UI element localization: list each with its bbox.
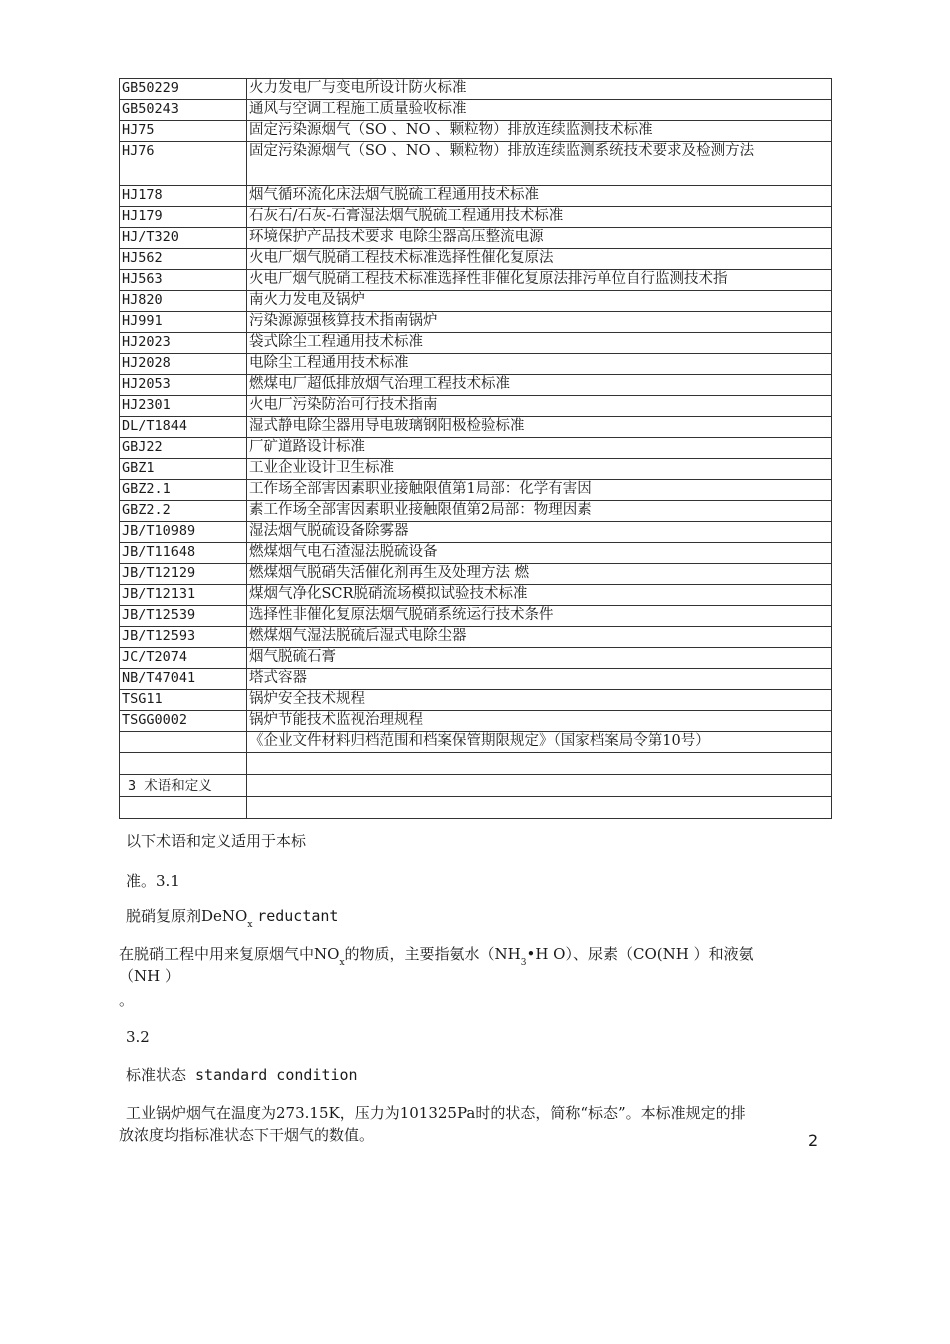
def-1-line-2: （NH ） xyxy=(119,967,180,985)
subscript-x: x xyxy=(339,958,345,968)
standard-code: HJ179 xyxy=(120,207,247,228)
standard-name: 烟气循环流化床法烟气脱硫工程通用技术标准 xyxy=(247,186,832,207)
standard-name: 烟气脱硫石膏 xyxy=(247,648,832,669)
standard-name: 通风与空调工程施工质量验收标准 xyxy=(247,100,832,121)
table-row xyxy=(120,690,832,711)
page-number: 2 xyxy=(808,1131,819,1150)
table-row xyxy=(120,627,832,648)
standard-name: 固定污染源烟气（SO 、NO 、颗粒物）排放连续监测技术标准 xyxy=(247,121,832,142)
table-row xyxy=(120,375,832,396)
def-1-end: 。 xyxy=(119,991,135,1009)
standard-code: GBZ1 xyxy=(120,459,247,480)
table-row xyxy=(120,438,832,459)
standard-name: 锅炉节能技术监视治理规程 xyxy=(247,711,832,732)
standard-name: 选择性非催化复原法烟气脱硝系统运行技术条件 xyxy=(247,606,832,627)
standard-name: 袋式除尘工程通用技术标准 xyxy=(247,333,832,354)
table-row xyxy=(120,606,832,627)
table-row xyxy=(120,585,832,606)
standard-code: NB/T47041 xyxy=(120,669,247,690)
table-row xyxy=(120,480,832,501)
standard-name: 石灰石/石灰-石膏湿法烟气脱硫工程通用技术标准 xyxy=(247,207,832,228)
table-row xyxy=(120,333,832,354)
standard-name: 湿法烟气脱硫设备除雾器 xyxy=(247,522,832,543)
standard-code: HJ820 xyxy=(120,291,247,312)
standard-name: 燃煤电厂超低排放烟气治理工程技术标准 xyxy=(247,375,832,396)
normative-references-table xyxy=(119,78,832,819)
table-row xyxy=(120,186,832,207)
term-2-number: 3.2 xyxy=(126,1028,150,1046)
term-2-title: 标准状态 standard condition xyxy=(126,1066,358,1084)
standard-name: 燃煤烟气电石渣湿法脱硫设备 xyxy=(247,543,832,564)
table-row xyxy=(120,543,832,564)
standard-name: 火电厂烟气脱硝工程技术标准选择性非催化复原法排污单位自行监测技术指 xyxy=(247,270,832,291)
intro-line-2: 准。3.1 xyxy=(126,872,180,890)
standard-name: 《企业文件材料归档范围和档案保管期限规定》（国家档案局令第10号） xyxy=(247,732,832,753)
section-heading: 3 术语和定义 xyxy=(120,775,247,797)
standard-name: 厂矿道路设计标准 xyxy=(247,438,832,459)
standard-code: HJ2053 xyxy=(120,375,247,396)
table-row xyxy=(120,522,832,543)
standard-code: HJ562 xyxy=(120,249,247,270)
standard-name: 固定污染源烟气（SO 、NO 、颗粒物）排放连续监测系统技术要求及检测方法 xyxy=(247,142,832,186)
standard-code: GB50229 xyxy=(120,79,247,100)
table-row xyxy=(120,291,832,312)
table-row xyxy=(120,100,832,121)
table-row xyxy=(120,732,832,753)
table-row xyxy=(120,396,832,417)
table-row xyxy=(120,207,832,228)
standard-name: 火力发电厂与变电所设计防火标准 xyxy=(247,79,832,100)
standard-code: JB/T12131 xyxy=(120,585,247,606)
intro-line-1: 以下术语和定义适用于本标 xyxy=(126,832,307,850)
table-row xyxy=(120,228,832,249)
def-1-part-b: 的物质，主要指氨水（NH xyxy=(344,945,521,963)
standard-name: 燃煤烟气湿法脱硫后湿式电除尘器 xyxy=(247,627,832,648)
standard-code: HJ/T320 xyxy=(120,228,247,249)
table-row xyxy=(120,354,832,375)
standard-name: 素工作场全部害因素职业接触限值第2局部：物理因素 xyxy=(247,501,832,522)
def-1-part-a: 在脱硝工程中用来复原烟气中NO xyxy=(119,945,340,963)
table-row xyxy=(120,797,832,819)
table-row xyxy=(120,648,832,669)
standard-name: 污染源源强核算技术指南锅炉 xyxy=(247,312,832,333)
standard-code: GBJ22 xyxy=(120,438,247,459)
standard-code: JB/T10989 xyxy=(120,522,247,543)
table-row xyxy=(120,270,832,291)
table-row xyxy=(120,753,832,775)
standard-name: 湿式静电除尘器用导电玻璃钢阳极检验标准 xyxy=(247,417,832,438)
table-row xyxy=(120,79,832,100)
table-row xyxy=(120,669,832,690)
standard-name: 燃煤烟气脱硝失活催化剂再生及处理方法 燃 xyxy=(247,564,832,585)
standard-code: JB/T11648 xyxy=(120,543,247,564)
standard-code: JB/T12539 xyxy=(120,606,247,627)
standard-code: HJ76 xyxy=(120,142,247,186)
term-1-title xyxy=(126,906,338,929)
standard-name: 工业企业设计卫生标准 xyxy=(247,459,832,480)
standard-code: JC/T2074 xyxy=(120,648,247,669)
standard-code: GB50243 xyxy=(120,100,247,121)
standard-name: 南火力发电及锅炉 xyxy=(247,291,832,312)
standard-name: 电除尘工程通用技术标准 xyxy=(247,354,832,375)
definition-2-line-2: 放浓度均指标准状态下干烟气的数值。 xyxy=(119,1126,375,1144)
table-row xyxy=(120,564,832,585)
standard-code: GBZ2.2 xyxy=(120,501,247,522)
table-row xyxy=(120,711,832,732)
standard-name: 煤烟气净化SCR脱硝流场模拟试验技术标准 xyxy=(247,585,832,606)
table-row xyxy=(120,501,832,522)
standard-code: HJ2028 xyxy=(120,354,247,375)
standard-code xyxy=(120,732,247,753)
standard-code: HJ178 xyxy=(120,186,247,207)
standard-code: HJ991 xyxy=(120,312,247,333)
subscript-x: x xyxy=(247,920,253,930)
standard-code: TSGG0002 xyxy=(120,711,247,732)
standard-name: 工作场全部害因素职业接触限值第1局部：化学有害因 xyxy=(247,480,832,501)
standard-name: 火电厂烟气脱硝工程技术标准选择性催化复原法 xyxy=(247,249,832,270)
table-row xyxy=(120,417,832,438)
table-row xyxy=(120,142,832,186)
table-row xyxy=(120,121,832,142)
table-row xyxy=(120,312,832,333)
standard-code: JB/T12593 xyxy=(120,627,247,648)
standard-name: 锅炉安全技术规程 xyxy=(247,690,832,711)
standard-code: HJ75 xyxy=(120,121,247,142)
standard-code: DL/T1844 xyxy=(120,417,247,438)
table-row xyxy=(120,459,832,480)
standard-code: JB/T12129 xyxy=(120,564,247,585)
standard-name: 火电厂污染防治可行技术指南 xyxy=(247,396,832,417)
standard-code: HJ2023 xyxy=(120,333,247,354)
table-row xyxy=(120,775,832,797)
standard-code: GBZ2.1 xyxy=(120,480,247,501)
standard-name: 环境保护产品技术要求 电除尘器高压整流电源 xyxy=(247,228,832,249)
subscript-3: 3 xyxy=(520,958,527,968)
definition-1 xyxy=(119,944,754,967)
standard-code: TSG11 xyxy=(120,690,247,711)
standard-name: 塔式容器 xyxy=(247,669,832,690)
standard-code: HJ563 xyxy=(120,270,247,291)
def-1-part-c: •H O）、尿素（CO(NH ）和液氨 xyxy=(526,945,754,963)
term-1-english: reductant xyxy=(257,907,339,925)
table-row xyxy=(120,249,832,270)
standard-code: HJ2301 xyxy=(120,396,247,417)
term-1-name: 脱硝复原剂DeNO xyxy=(126,907,248,925)
definition-2-line-1: 工业锅炉烟气在温度为273.15K，压力为101325Pa时的状态，简称“标态”。本标准规定的排 xyxy=(126,1104,746,1122)
